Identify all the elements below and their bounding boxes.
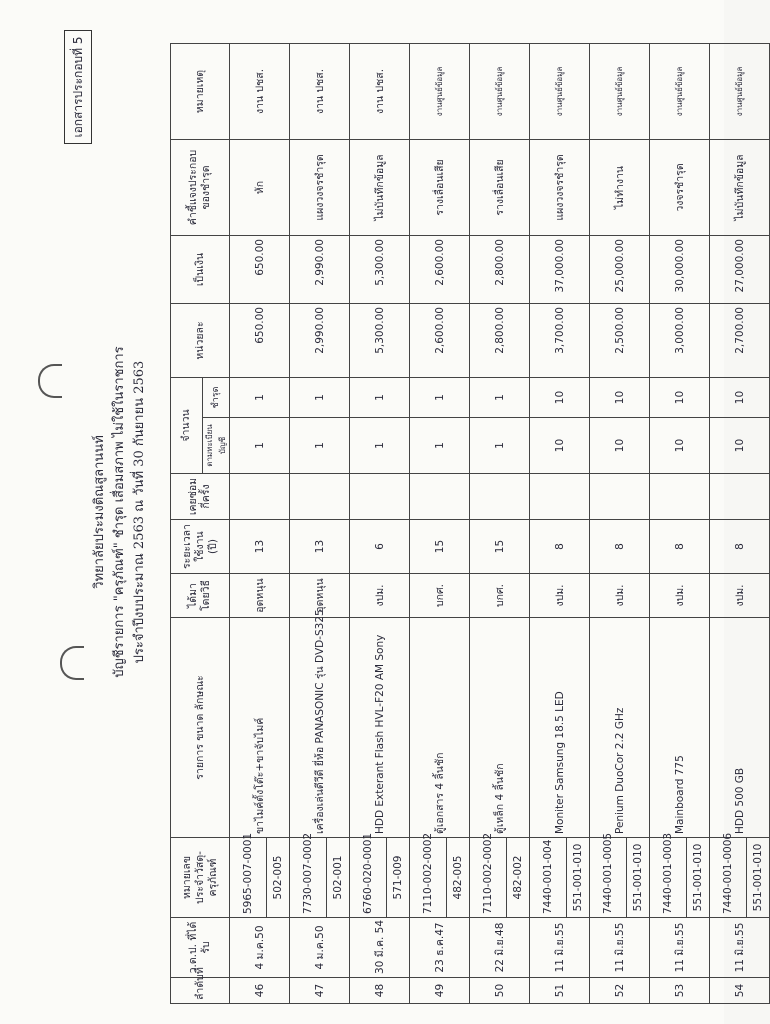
cell-reason: ไม่ทำงาน xyxy=(590,140,650,236)
cell-date: 23 ธ.ค.47 xyxy=(410,918,470,978)
col-reason: คำชี้แจงประกอบของชำรุด xyxy=(171,140,230,236)
cell-reason: แผงวงจรชำรุด xyxy=(290,140,350,236)
cell-qty-broken: 1 xyxy=(410,378,470,418)
cell-no: 47 xyxy=(290,978,350,1004)
cell-code: 5965-007-0001 xyxy=(230,838,267,918)
header-line-2: บัญชีรายการ "ครุภัณฑ์" ชำรุด เสื่อมสภาพ ไม่ใช้ในราชการ xyxy=(112,346,127,678)
table-row xyxy=(590,44,627,1004)
table-row xyxy=(230,44,267,1004)
cell-qty-book: 10 xyxy=(710,418,770,474)
cell-amount: 2,990.00 xyxy=(290,236,350,304)
cell-item: Penium DuoCor 2.2 GHz xyxy=(590,618,650,838)
cell-unit-price: 2,500.00 xyxy=(590,304,650,378)
col-no: ลำดับที่ xyxy=(171,978,230,1004)
cell-reason: วงจรชำรุด xyxy=(650,140,710,236)
cell-repair xyxy=(650,474,710,520)
cell-years: 8 xyxy=(710,520,770,574)
cell-years: 8 xyxy=(650,520,710,574)
cell-qty-broken: 1 xyxy=(290,378,350,418)
col-qty-book: ตามทะเบียนบัญชี xyxy=(203,418,230,474)
cell-date: 11 มิ.ย.55 xyxy=(650,918,710,978)
document-label: เอกสารประกอบที่ 5 xyxy=(64,30,92,144)
cell-note: งานศูนย์ข้อมูล xyxy=(590,44,650,140)
cell-date: 11 มิ.ย.55 xyxy=(710,918,770,978)
cell-qty-broken: 1 xyxy=(350,378,410,418)
cell-qty-book: 1 xyxy=(290,418,350,474)
cell-repair xyxy=(470,474,530,520)
cell-qty-book: 10 xyxy=(590,418,650,474)
cell-unit-price: 5,300.00 xyxy=(350,304,410,378)
header-line-3: ประจำปีงบประมาณ 2563 ณ วันที่ 30 กันยายน 2563 xyxy=(132,360,147,664)
cell-no: 52 xyxy=(590,978,650,1004)
cell-note: งานศูนย์ข้อมูล xyxy=(650,44,710,140)
header-line-1: วิทยาลัยประมงติณสูลานนท์ xyxy=(92,435,107,589)
cell-reason: ไม่บันทึกข้อมูล xyxy=(350,140,410,236)
cell-code-suffix: 482-005 xyxy=(447,838,470,918)
cell-source: งปม. xyxy=(590,574,650,618)
cell-code-suffix: 551-001-010 xyxy=(747,838,770,918)
cell-amount: 27,000.00 xyxy=(710,236,770,304)
cell-code: 6760-020-0001 xyxy=(350,838,387,918)
cell-source: งปม. xyxy=(710,574,770,618)
cell-qty-broken: 1 xyxy=(230,378,290,418)
cell-note: งานศูนย์ข้อมูล xyxy=(470,44,530,140)
cell-qty-book: 10 xyxy=(650,418,710,474)
cell-qty-broken: 10 xyxy=(590,378,650,418)
cell-years: 13 xyxy=(230,520,290,574)
table-row xyxy=(710,44,747,1004)
cell-years: 15 xyxy=(470,520,530,574)
cell-code-suffix: 502-001 xyxy=(327,838,350,918)
cell-amount: 37,000.00 xyxy=(530,236,590,304)
cell-years: 8 xyxy=(530,520,590,574)
cell-qty-book: 1 xyxy=(470,418,530,474)
table-header-row xyxy=(171,44,203,1004)
cell-qty-book: 1 xyxy=(350,418,410,474)
cell-unit-price: 2,800.00 xyxy=(470,304,530,378)
cell-source: งปม. xyxy=(350,574,410,618)
cell-code: 7110-002-0002 xyxy=(470,838,507,918)
cell-note: งาน ปชส. xyxy=(230,44,290,140)
cell-item: ตู้เอกสาร 4 ลิ้นชัก xyxy=(410,618,470,838)
table-row xyxy=(530,44,567,1004)
col-date: ว.ด.ป. ที่ได้รับ xyxy=(171,918,230,978)
col-unit-price: หน่วยละ xyxy=(171,304,230,378)
cell-source: งปม. xyxy=(530,574,590,618)
cell-code-suffix: 482-002 xyxy=(507,838,530,918)
cell-item: ตู้เหล็ก 4 ลิ้นชัก xyxy=(470,618,530,838)
cell-amount: 650.00 xyxy=(230,236,290,304)
cell-reason: แผงวงจรชำรุด xyxy=(530,140,590,236)
col-item: รายการ ขนาด ลักษณะ xyxy=(171,618,230,838)
cell-repair xyxy=(290,474,350,520)
asset-table xyxy=(170,43,770,1004)
col-amount: เป็นเงิน xyxy=(171,236,230,304)
cell-item: HDD 500 GB xyxy=(710,618,770,838)
cell-no: 49 xyxy=(410,978,470,1004)
cell-years: 6 xyxy=(350,520,410,574)
cell-code-suffix: 551-001-010 xyxy=(567,838,590,918)
cell-date: 22 มิ.ย.48 xyxy=(470,918,530,978)
cell-date: 4 ม.ค.50 xyxy=(230,918,290,978)
table-row xyxy=(290,44,327,1004)
col-source: ได้มาโดยวิธี xyxy=(171,574,230,618)
cell-source: งปม. xyxy=(650,574,710,618)
cell-amount: 5,300.00 xyxy=(350,236,410,304)
cell-amount: 30,000.00 xyxy=(650,236,710,304)
cell-unit-price: 2,600.00 xyxy=(410,304,470,378)
col-qty-broken: ชำรุด xyxy=(203,378,230,418)
cell-years: 13 xyxy=(290,520,350,574)
cell-repair xyxy=(410,474,470,520)
cell-date: 11 มิ.ย.55 xyxy=(530,918,590,978)
cell-code: 7440-001-004 xyxy=(530,838,567,918)
cell-code: 7730-007-0002 xyxy=(290,838,327,918)
col-years: ระยะเวลาใช้งาน (ปี) xyxy=(171,520,230,574)
cell-repair xyxy=(350,474,410,520)
cell-item: Mainboard 775 xyxy=(650,618,710,838)
cell-unit-price: 3,000.00 xyxy=(650,304,710,378)
cell-qty-broken: 10 xyxy=(710,378,770,418)
col-repair: เคยซ่อมกี่ครั้ง xyxy=(171,474,230,520)
cell-source: บกศ. xyxy=(410,574,470,618)
cell-repair xyxy=(590,474,650,520)
cell-code: 7440-001-0006 xyxy=(710,838,747,918)
cell-qty-broken: 10 xyxy=(530,378,590,418)
col-code: หมายเลขประจำวัสดุ-ครุภัณฑ์ xyxy=(171,838,230,918)
cell-code-suffix: 502-005 xyxy=(267,838,290,918)
cell-note: งาน ปชส. xyxy=(350,44,410,140)
cell-note: งานศูนย์ข้อมูล xyxy=(410,44,470,140)
cell-qty-broken: 10 xyxy=(650,378,710,418)
cell-code-suffix: 551-001-010 xyxy=(687,838,710,918)
cell-date: 11 มิ.ย.55 xyxy=(590,918,650,978)
cell-amount: 2,800.00 xyxy=(470,236,530,304)
cell-note: งานศูนย์ข้อมูล xyxy=(530,44,590,140)
cell-code: 7110-002-0002 xyxy=(410,838,447,918)
cell-reason: หัก xyxy=(230,140,290,236)
cell-note: งาน ปชส. xyxy=(290,44,350,140)
cell-no: 51 xyxy=(530,978,590,1004)
cell-item: HDD Exterant Flash HVL-F20 AM Sony xyxy=(350,618,410,838)
cell-unit-price: 2,990.00 xyxy=(290,304,350,378)
cell-no: 46 xyxy=(230,978,290,1004)
cell-reason: รางเลื่อนเสีย xyxy=(410,140,470,236)
cell-years: 8 xyxy=(590,520,650,574)
cell-unit-price: 3,700.00 xyxy=(530,304,590,378)
table-row xyxy=(410,44,447,1004)
cell-reason: รางเลื่อนเสีย xyxy=(470,140,530,236)
cell-repair xyxy=(530,474,590,520)
cell-no: 48 xyxy=(350,978,410,1004)
cell-years: 15 xyxy=(410,520,470,574)
cell-qty-book: 1 xyxy=(230,418,290,474)
cell-note: งานศูนย์ข้อมูล xyxy=(710,44,770,140)
cell-item: เครื่องเล่นดีวีดี ยี่ห้อ PANASONIC รุ่น DVD-S325 xyxy=(290,618,350,838)
cell-repair xyxy=(710,474,770,520)
table-row xyxy=(470,44,507,1004)
cell-no: 50 xyxy=(470,978,530,1004)
cell-qty-book: 1 xyxy=(410,418,470,474)
table-body xyxy=(230,44,770,1004)
table-row xyxy=(350,44,387,1004)
cell-item: Moniter Samsung 18.5 LED xyxy=(530,618,590,838)
cell-code-suffix: 551-001-010 xyxy=(627,838,650,918)
cell-item: ขาไมค์ตั้งโต๊ะ+ขาจับไมค์ xyxy=(230,618,290,838)
cell-source: อุดหนุน xyxy=(230,574,290,618)
col-qty-group: จำนวน xyxy=(171,378,203,474)
cell-code-suffix: 571-009 xyxy=(387,838,410,918)
table-row xyxy=(650,44,687,1004)
cell-date: 4 ม.ค.50 xyxy=(290,918,350,978)
cell-source: อุดหนุน xyxy=(290,574,350,618)
cell-reason: ไม่บันทึกข้อมูล xyxy=(710,140,770,236)
cell-qty-book: 10 xyxy=(530,418,590,474)
cell-date: 30 มี.ค. 54 xyxy=(350,918,410,978)
cell-no: 53 xyxy=(650,978,710,1004)
col-note: หมายเหตุ xyxy=(171,44,230,140)
cell-unit-price: 2,700.00 xyxy=(710,304,770,378)
cell-source: บกศ. xyxy=(470,574,530,618)
cell-no: 54 xyxy=(710,978,770,1004)
cell-repair xyxy=(230,474,290,520)
cell-unit-price: 650.00 xyxy=(230,304,290,378)
cell-qty-broken: 1 xyxy=(470,378,530,418)
cell-amount: 2,600.00 xyxy=(410,236,470,304)
cell-code: 7440-001-0005 xyxy=(590,838,627,918)
cell-code: 7440-001-0003 xyxy=(650,838,687,918)
cell-amount: 25,000.00 xyxy=(590,236,650,304)
